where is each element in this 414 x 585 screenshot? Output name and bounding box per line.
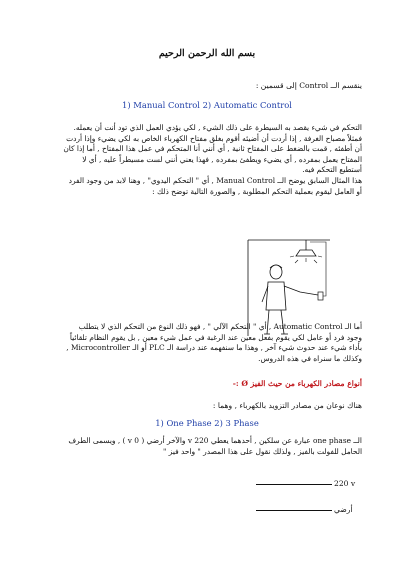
phase-wire-line [256, 484, 332, 485]
ground-wire-line [256, 510, 332, 511]
wall-switch-icon [318, 292, 323, 300]
manual-control-paragraph: التحكم في شيء يقصد به السيطرة على ذلك الشيء , لكي يؤدي العمل الذي تود أنت أن يعمله. فمثلاً مصباح الغرفة , إذا أردت أن أضيئه أقوم بغلق مفتاح الكهرباء الخاص به لكي يضيء وإذا أردت أن أطفئه , قمت بالضغط على المفتاح ثانية , أي أنني أنا المتحكم في عمل هذا المفتاح , أما إذا كان المفتاح يعمل بمفرده , أي يضيء ويطفئ بمفرده , فهذا يعني أنني لست مسيطراً عليه , أي لا أستطيع التحكم فيه. [63, 123, 362, 174]
one-phase-paragraph: الــ one phase عبارة عن سلكين , أحدهما يعطي v 220 والآخر أرضي ( v 0 ) , ويسمى الطرف الحامل للفولت بالفيز , ولذلك نقول على هذا المصدر " واحد فيز " [68, 436, 362, 456]
section-heading-power-sources: أنواع مصادر الكهرباء من حيث الفيز Ø :- [232, 379, 362, 388]
page-title: بسم الله الرحمن الرحيم [158, 48, 256, 59]
phase-types-list: 1) One Phase 2) 3 Phase [155, 418, 259, 428]
phase-wire-label: 220 v [334, 479, 356, 488]
ground-wire-label: أرضي [334, 505, 353, 514]
automatic-control-paragraph: أما الـ Automatic Control , أي " التحكم الآلي " , فهو ذلك النوع من التحكم الذي لا يتطلب وجود فرد أو عامل لكي يقوم بفعل معين عند الرغبة في عمل شيء معين , بل يقوم النظام تلقائياً بأداء شيء عند حدوث شيء آخر , وهذا ما سنفهمه عند دراسة الـ PLC أو الـ Microcontroller , وكذلك ما سنراه في هذه الدروس. [66, 322, 362, 363]
sources-intro-line: هناك نوعان من مصادر التزويد بالكهرباء , وهما : [212, 401, 362, 410]
ceiling-lamp-icon [290, 250, 322, 263]
intro-line: ينقسم الــ Control إلى قسمين : [255, 81, 362, 90]
control-types-list: 1) Manual Control 2) Automatic Control [122, 100, 292, 110]
manual-control-example: هذا المثال السابق يوضح الــ Manual Control , أي " التحكم اليدوي" , وهنا لابد من وجود الفرد أو العامل ليقوم بعملية التحكم المطلوبة , والصورة التالية توضح ذلك : [68, 176, 362, 196]
